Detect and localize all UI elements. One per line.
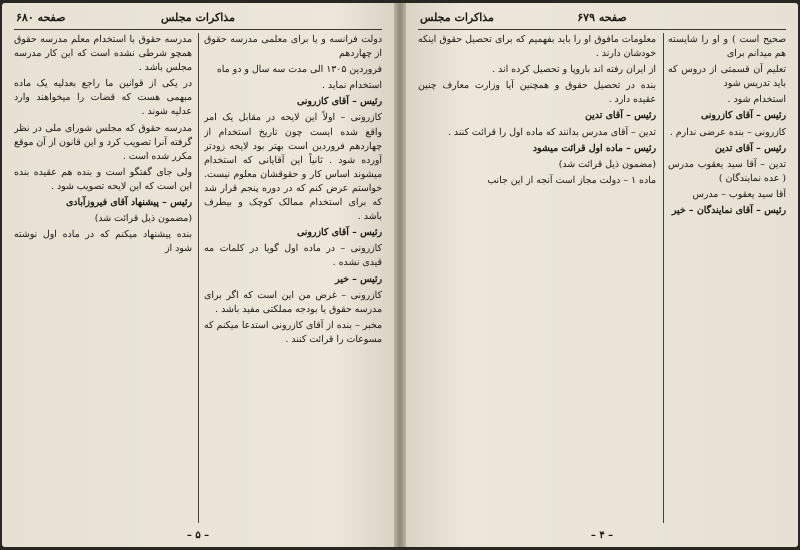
speaker-line: رئیس – خیر	[335, 273, 382, 285]
left-page-number: صفحه ۶۸۰	[16, 11, 66, 24]
paragraph: استخدام نماید .	[321, 80, 382, 92]
paragraph: در یکی از قوانین ما راجع بعدلیه یک ماده مبهمی هست که قضات را میخواهند وارد عدلیه شوند .	[14, 78, 192, 118]
paragraph: ولی جای گفتگو است و بنده هم عقیده بنده این است که این لایحه تصویب شود .	[14, 166, 192, 192]
paragraph: معلومات مافوق او را باید بفهمیم که برای تحصیل حقوق اینکه خودشان دارند .	[418, 34, 656, 60]
paragraph: مخبر – بنده از آقای کازرونی استدعا میکنم که مسوعات را قرائت کنند .	[204, 319, 382, 345]
speaker-line: رئیس – پیشنهاد آقای فیروزآبادی	[65, 197, 192, 209]
paragraph: کازرونی – بنده عرضی ندارم .	[669, 126, 786, 138]
right-page-title: مذاکرات مجلس	[420, 11, 494, 24]
left-page-title: مذاکرات مجلس	[161, 11, 235, 24]
speaker-line: رئیس – آقای نمایندگان – خیر	[671, 205, 786, 217]
speaker-line: رئیس – آقای کازرونی	[296, 227, 382, 239]
speaker-line: رئیس – آقای کازرونی	[700, 110, 786, 122]
paragraph: صحیح است ) و او را شایسته هم میدانم برای	[668, 34, 786, 60]
paragraph: تدین – آقا سید یعقوب مدرس ( عده نمایندگان )	[668, 158, 786, 184]
paragraph: آقا سید یعقوب – مدرس	[692, 188, 786, 200]
paragraph: (مضمون ذیل قرائت شد)	[94, 213, 192, 225]
right-page-footer: – ۴ –	[590, 530, 614, 541]
paragraph: کازرونی – غرض من این است که اگر برای مدرسه حقوق یا بودجه مملکتی مفید باشد .	[204, 289, 382, 315]
right-page-left-column	[418, 33, 656, 521]
paragraph: دولت فرانسه و یا برای معلمی مدرسه حقوق از چهاردهم	[204, 34, 382, 60]
right-header-rule	[418, 29, 786, 30]
speaker-line: رئیس – آقای تدین	[715, 142, 786, 154]
book-gutter	[394, 3, 406, 547]
right-column-divider	[663, 33, 664, 523]
right-page-right-column	[668, 33, 786, 521]
left-column-divider	[198, 33, 199, 523]
speaker-line: رئیس – آقای کازرونی	[296, 96, 382, 108]
paragraph: کازرونی – در ماده اول گویا در کلمات مه قیدی نشده .	[204, 243, 382, 269]
left-page-footer: – ۵ –	[186, 530, 210, 541]
paragraph: بنده پیشنهاد میکنم که در ماده اول نوشته شود از	[14, 229, 192, 255]
speaker-line: رئیس – ماده اول قرائت میشود	[532, 142, 656, 154]
right-page-header	[420, 11, 784, 29]
left-page-left-column	[14, 33, 192, 521]
left-page-header	[16, 11, 380, 29]
paragraph: مدرسه حقوق با استخدام معلم مدرسه حقوق همچو شرطی نشده است که این کار مدرسه مجلس باشد .	[14, 34, 192, 74]
paragraph: تدین – آقای مدرس بدانند که ماده اول را قرائت کنند .	[447, 126, 656, 138]
speaker-line: رئیس – آقای تدین	[585, 110, 656, 122]
paragraph: از ایران رفته اند باروپا و تحصیل کرده اند .	[492, 64, 656, 76]
right-page-number: صفحه ۶۷۹	[577, 11, 627, 24]
left-page	[2, 3, 394, 547]
left-page-right-column	[204, 33, 382, 521]
paragraph: کازرونی – اولاً این لایحه در مقابل یک امر واقع شده ایست چون تاریخ استخدام از چهاردهم فروردین است بهتر بود لایحه زودتر آورده شود . ثانیاً این آقایانی که استخدام میشوند اساس کار و حقوقشان معلوم نیست. خواستم عرض کنم که در دوره پنجم قرار شد که برای استخدام ممالک کوچک و بیطرف باشد .	[204, 112, 382, 223]
paragraph: بنده در تحصیل حقوق و همچنین آیا وزارت معارف چنین عقیده دارد .	[418, 80, 656, 106]
paragraph: ماده ۱ – دولت مجاز است آنجه از این جانب	[487, 174, 656, 186]
paragraph: مدرسه حقوق که مجلس شورای ملی در نظر گرفته آنرا تصویب کرد و این قانون از آن موقع مکرر شده است .	[14, 122, 192, 162]
paragraph: (مضمون ذیل قرائت شد)	[558, 158, 656, 170]
paragraph: فروردین ۱۳۰۵ الی مدت سه سال و دو ماه	[216, 64, 382, 76]
left-header-rule	[14, 29, 382, 30]
book-spread	[2, 3, 798, 547]
paragraph: استخدام شود .	[727, 94, 786, 106]
paragraph: تعلیم آن قسمتی از دروس که باید تدریس شود	[668, 64, 786, 90]
right-page	[406, 3, 798, 547]
